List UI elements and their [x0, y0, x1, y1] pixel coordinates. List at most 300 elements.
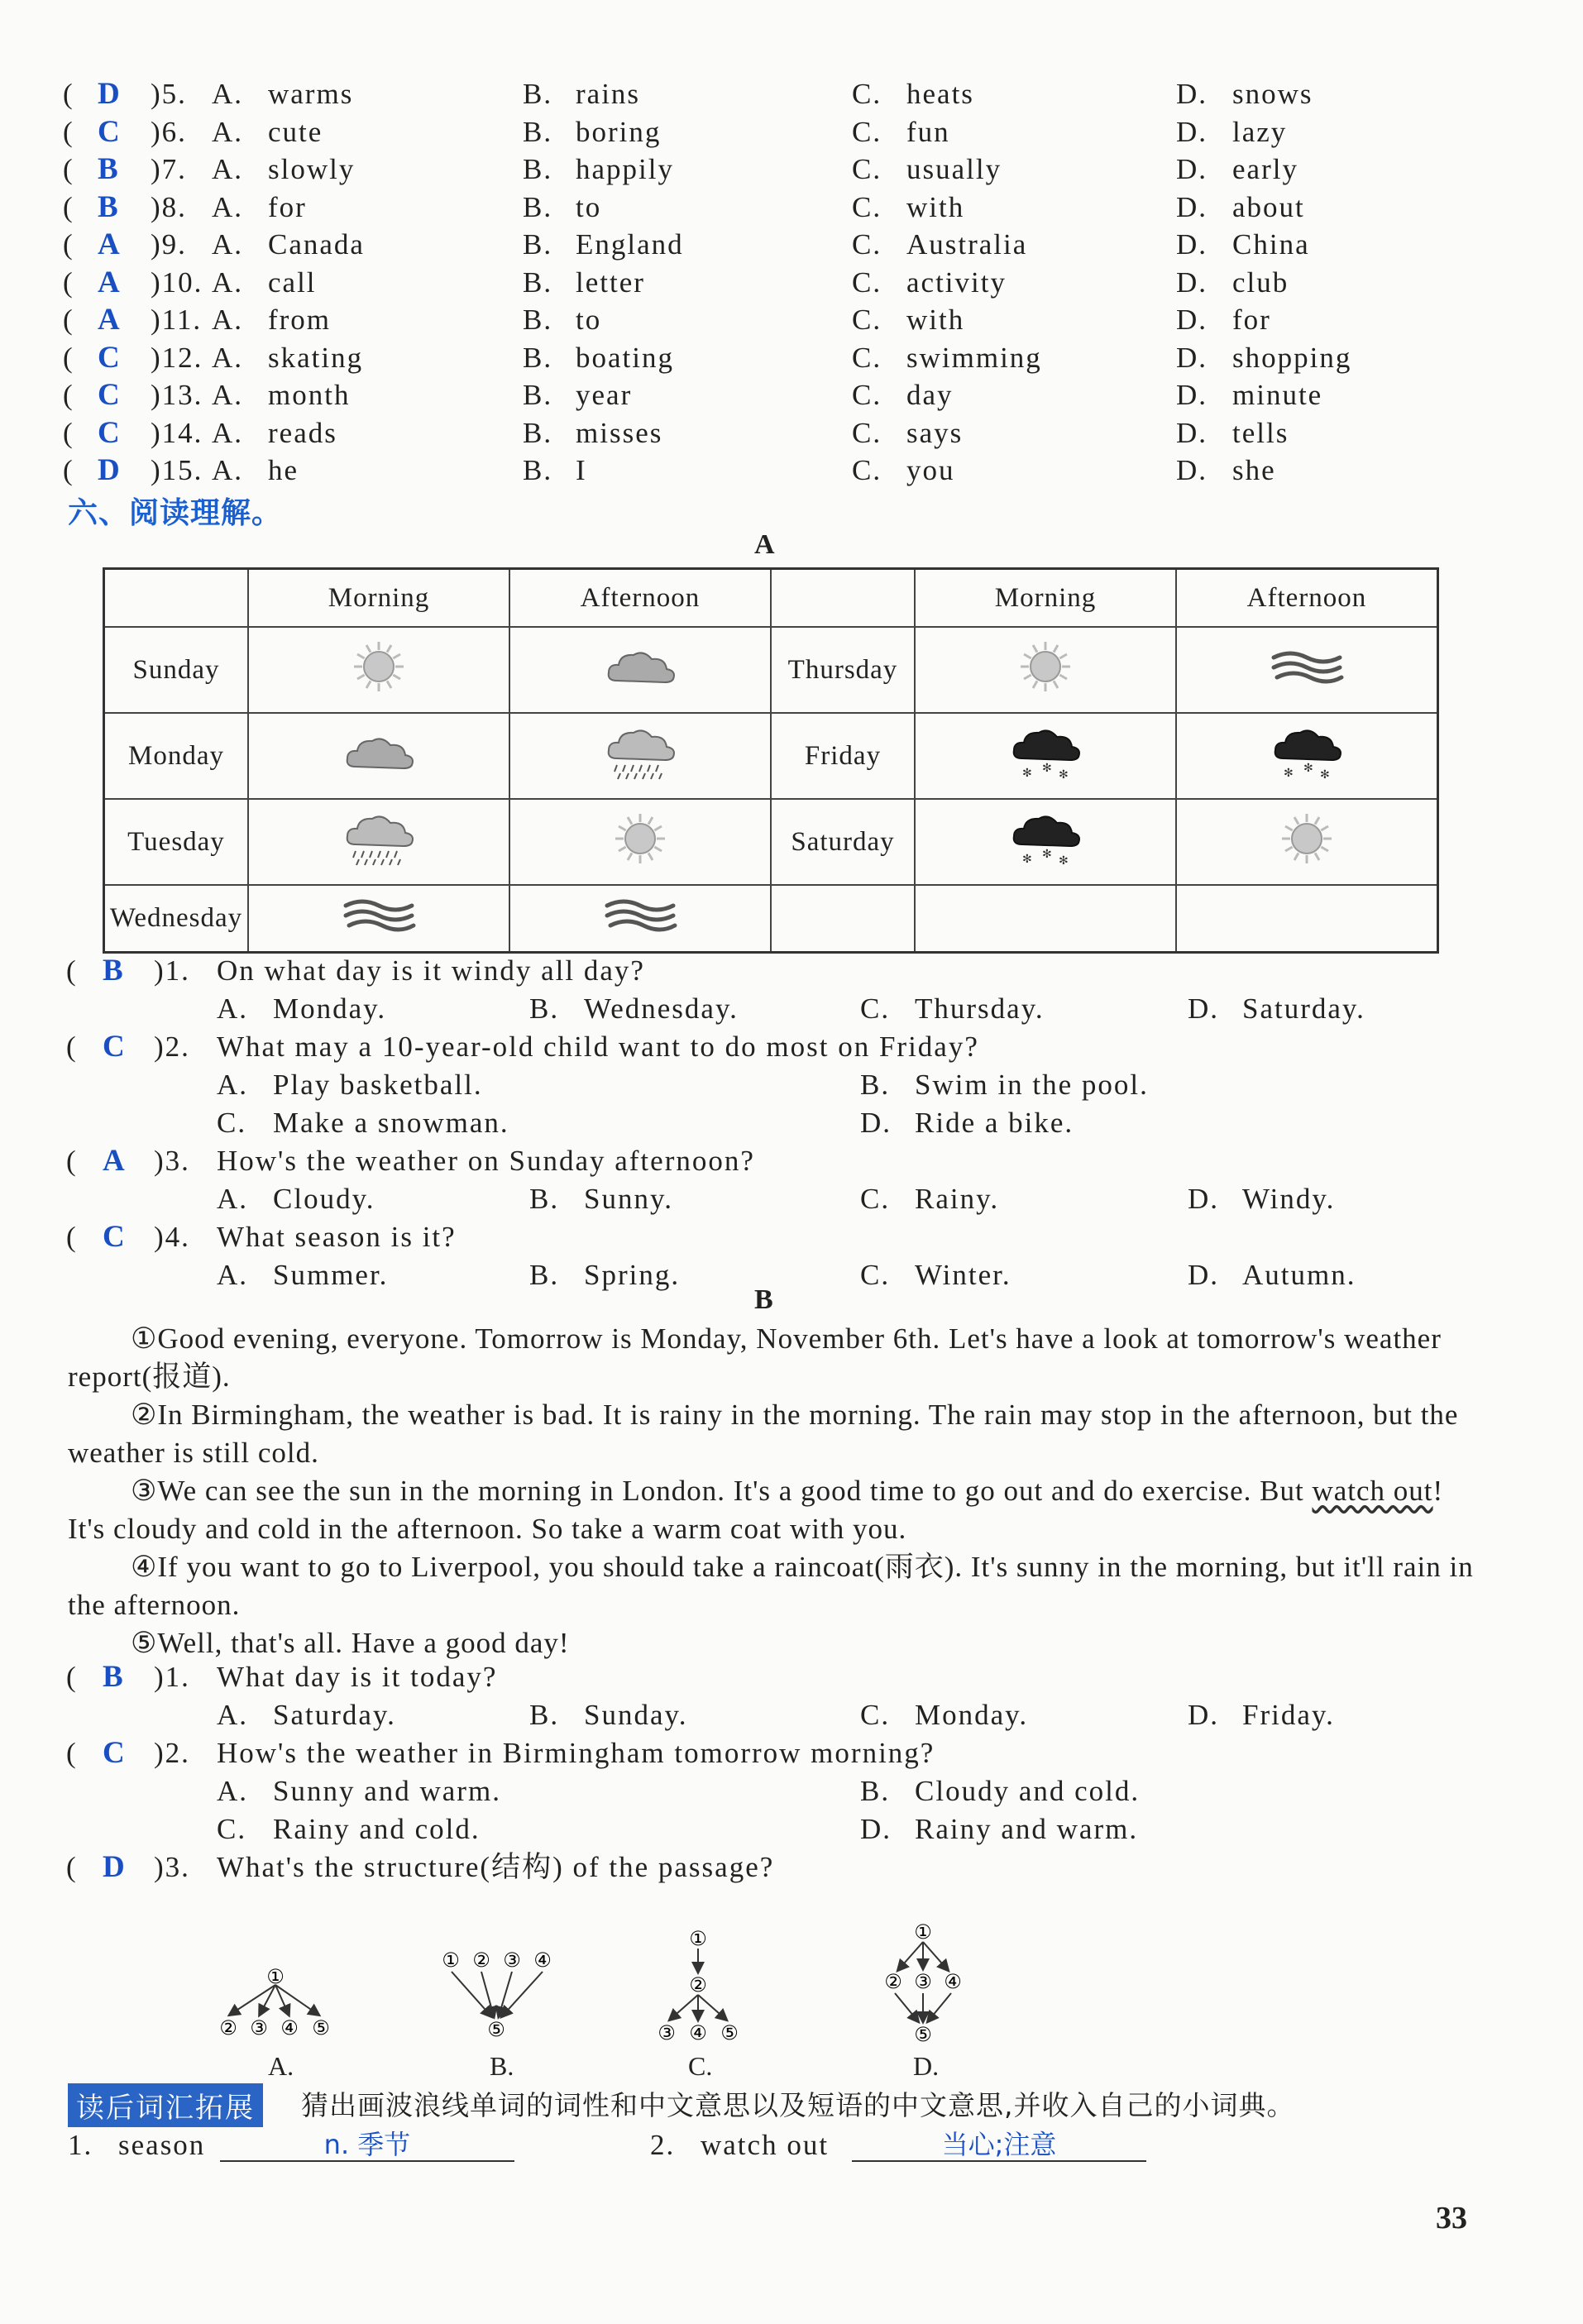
- answer-mark: A: [98, 303, 122, 337]
- option-letter: D.: [1176, 304, 1208, 336]
- option-letter: D.: [860, 1813, 892, 1845]
- header-morning-1: Morning: [248, 569, 509, 628]
- answer-mark: A: [98, 227, 122, 261]
- option-text: Wednesday.: [584, 992, 739, 1025]
- question-number: )2.: [154, 1737, 190, 1769]
- circle-4: ④: [533, 1949, 552, 1972]
- open-paren: (: [66, 1851, 78, 1883]
- structure-diagrams: [198, 1919, 1026, 2076]
- vocab-answer-2: 当心;注意: [941, 2129, 1057, 2160]
- option-letter: D.: [1176, 416, 1208, 449]
- option-letter: B.: [529, 1699, 560, 1731]
- day-cell: Saturday: [771, 799, 915, 885]
- option-text: letter: [576, 265, 645, 299]
- option-letter: B.: [860, 1069, 891, 1101]
- question-number: )15.: [151, 454, 203, 486]
- option-letter: B.: [523, 304, 553, 336]
- header-afternoon-1: Afternoon: [509, 569, 771, 628]
- question-number: )14.: [151, 416, 203, 449]
- option-text: you: [906, 454, 955, 486]
- circle-1: ①: [266, 1965, 285, 1988]
- option-text: Ride a bike.: [915, 1107, 1074, 1139]
- option-letter: C.: [852, 228, 882, 261]
- option-text: he: [268, 454, 299, 486]
- option-letter: B.: [523, 153, 553, 185]
- option-letter: C.: [852, 379, 882, 411]
- day-cell: Tuesday: [104, 799, 249, 885]
- cloze-row: [0, 227, 1583, 263]
- option-letter: C.: [852, 115, 882, 148]
- circle-3: ③: [914, 1970, 932, 1993]
- day-cell: Sunday: [104, 627, 249, 713]
- option-text: China: [1232, 228, 1310, 261]
- open-paren: (: [63, 304, 74, 336]
- option-text: usually: [906, 153, 1002, 185]
- option-text: about: [1232, 190, 1305, 223]
- circle-1: ①: [689, 1927, 707, 1950]
- option-text: warms: [268, 78, 354, 110]
- answer-mark: C: [98, 378, 122, 412]
- option-letter: C.: [852, 454, 882, 486]
- question-number: )3.: [154, 1851, 190, 1883]
- day-cell: [771, 885, 915, 953]
- option-text: reads: [268, 416, 337, 449]
- option-letter: C.: [852, 416, 882, 449]
- p3-start: ③We can see the sun in the morning in London. It's a good time to go out and do exercise. But: [131, 1475, 1313, 1507]
- rain-icon: [599, 724, 682, 782]
- option-letter: D.: [1176, 228, 1208, 261]
- diagram-d: [884, 1920, 962, 2046]
- diagram-b: [442, 1949, 552, 2041]
- vocab-blank-1[interactable]: [220, 2124, 514, 2162]
- vocab-num: 1.: [68, 2129, 93, 2161]
- circle-1: ①: [442, 1949, 460, 1972]
- option-letter: D.: [1188, 1699, 1220, 1731]
- option-text: says: [906, 416, 964, 449]
- option-text: lazy: [1232, 115, 1288, 148]
- svg-text:✻: ✻: [1303, 761, 1314, 775]
- option-letter: D.: [1188, 1259, 1220, 1291]
- option-letter: A.: [212, 190, 244, 223]
- svg-text:✻: ✻: [1059, 767, 1069, 782]
- option-letter: A.: [212, 153, 244, 185]
- svg-text:✻: ✻: [1059, 854, 1069, 868]
- question-number: )5.: [151, 78, 187, 110]
- open-paren: (: [63, 228, 74, 261]
- option-text: from: [268, 304, 332, 336]
- option-letter: A.: [212, 304, 244, 336]
- answer-mark: C: [103, 1030, 127, 1064]
- option-letter: D.: [1176, 153, 1208, 185]
- svg-text:✻: ✻: [1022, 766, 1033, 780]
- passage-paragraph-1: ①Good evening, everyone. Tomorrow is Monday, November 6th. Let's have a look at tomorrow's weather report(报道).: [68, 1322, 1442, 1393]
- option-text: Saturday.: [1242, 992, 1365, 1025]
- vocab-blank-2[interactable]: [852, 2124, 1146, 2162]
- option-text: she: [1232, 454, 1276, 486]
- option-letter: B.: [529, 1259, 560, 1291]
- open-paren: (: [66, 1145, 78, 1177]
- option-text: day: [906, 379, 954, 411]
- option-letter: C.: [852, 304, 882, 336]
- passage-paragraph-4: ④If you want to go to Liverpool, you should take a raincoat(雨衣). It's sunny in the morning, but it'll rain in the afternoon.: [68, 1551, 1474, 1621]
- question-number: )2.: [154, 1030, 190, 1063]
- vocab-num: 2.: [650, 2129, 676, 2161]
- diagram-label-d: D.: [913, 2051, 940, 2081]
- answer-mark: B: [103, 954, 125, 987]
- circle-5: ⑤: [487, 2018, 505, 2041]
- answer-mark: B: [98, 189, 120, 224]
- weather-cell: [509, 627, 771, 713]
- open-paren: (: [66, 1221, 78, 1253]
- cloze-row: [0, 340, 1583, 376]
- rain-icon: [337, 810, 420, 868]
- answer-mark: A: [103, 1144, 127, 1178]
- option-text: to: [576, 304, 602, 336]
- cloze-row: [0, 114, 1583, 151]
- cloze-row: [0, 377, 1583, 414]
- option-letter: A.: [212, 454, 244, 486]
- header-morning-2: Morning: [915, 569, 1176, 628]
- option-text: club: [1232, 265, 1289, 299]
- weather-cell: [1176, 713, 1438, 799]
- question-number: )1.: [154, 954, 190, 987]
- cloud-icon: [599, 638, 682, 696]
- answer-mark: B: [98, 152, 120, 186]
- svg-text:✻: ✻: [1320, 767, 1331, 782]
- circle-3: ③: [503, 1949, 521, 1972]
- option-letter: A.: [212, 78, 244, 110]
- answer-mark: D: [98, 453, 122, 487]
- option-text: early: [1232, 153, 1298, 185]
- option-letter: C.: [217, 1813, 247, 1845]
- option-letter: C.: [852, 341, 882, 374]
- diagram-c: [658, 1927, 739, 2044]
- option-text: heats: [906, 78, 974, 110]
- question-number: )11.: [151, 304, 203, 336]
- option-text: Summer.: [273, 1259, 389, 1291]
- passage-paragraph-2: ②In Birmingham, the weather is bad. It is rainy in the morning. The rain may stop in the afternoon, but the weather is still cold.: [68, 1399, 1459, 1469]
- circle-5: ⑤: [312, 2016, 330, 2039]
- option-text: skating: [268, 341, 364, 374]
- svg-text:✻: ✻: [1042, 847, 1053, 861]
- option-letter: B.: [523, 115, 553, 148]
- vocab-word: season: [118, 2129, 206, 2161]
- option-text: Friday.: [1242, 1699, 1335, 1731]
- option-letter: A.: [212, 265, 244, 299]
- cloud-icon: [337, 724, 420, 782]
- wind-icon: [337, 886, 420, 927]
- option-text: rains: [576, 78, 641, 110]
- sun-icon: [1004, 638, 1087, 696]
- option-letter: C.: [860, 1259, 891, 1291]
- page-number: 33: [1436, 2201, 1467, 2236]
- question-text: What season is it?: [217, 1221, 457, 1253]
- svg-text:✻: ✻: [1284, 766, 1294, 780]
- vocab-tag: 读后词汇拓展: [68, 2083, 263, 2127]
- question-number: )3.: [154, 1145, 190, 1177]
- option-letter: A.: [217, 1259, 249, 1291]
- option-text: Rainy.: [915, 1183, 1000, 1215]
- answer-mark: A: [98, 265, 122, 299]
- cloze-row: [0, 415, 1583, 452]
- option-letter: C.: [860, 1699, 891, 1731]
- option-letter: D.: [1176, 379, 1208, 411]
- answer-mark: C: [103, 1220, 127, 1254]
- option-letter: C.: [852, 265, 882, 299]
- option-letter: D.: [1188, 992, 1220, 1025]
- cloze-row: [0, 189, 1583, 226]
- answer-mark: C: [98, 415, 122, 450]
- weather-cell: [915, 713, 1176, 799]
- vocab-answer-1: n. 季节: [323, 2129, 411, 2160]
- weather-cell: [509, 885, 771, 953]
- question-number: )6.: [151, 115, 187, 148]
- option-letter: D.: [1188, 1183, 1220, 1215]
- cloze-row: [0, 265, 1583, 301]
- circle-4: ④: [944, 1970, 962, 1993]
- option-letter: B.: [523, 341, 553, 374]
- option-letter: C.: [852, 153, 882, 185]
- option-text: call: [268, 265, 317, 299]
- question-number: )8.: [151, 190, 187, 223]
- option-text: Sunny and warm.: [273, 1775, 501, 1807]
- option-text: fun: [906, 115, 950, 148]
- option-text: misses: [576, 416, 663, 449]
- option-text: Rainy and cold.: [273, 1813, 481, 1845]
- answer-mark: D: [103, 1850, 127, 1884]
- weather-cell: [915, 799, 1176, 885]
- diagram-label-c: C.: [688, 2051, 713, 2081]
- diagram-label-b: B.: [490, 2051, 514, 2081]
- answer-mark: C: [98, 340, 122, 375]
- question-text: What's the structure(结构) of the passage?: [217, 1851, 775, 1883]
- question-number: )1.: [154, 1661, 190, 1693]
- question-text: What day is it today?: [217, 1661, 498, 1693]
- open-paren: (: [63, 78, 74, 110]
- option-text: with: [906, 304, 965, 336]
- day-cell: Friday: [771, 713, 915, 799]
- sun-icon: [599, 810, 682, 868]
- option-letter: A.: [217, 1775, 249, 1807]
- option-letter: A.: [212, 379, 244, 411]
- header-afternoon-2: Afternoon: [1176, 569, 1438, 628]
- option-letter: B.: [523, 190, 553, 223]
- option-text: Australia: [906, 228, 1028, 261]
- question-number: )13.: [151, 379, 203, 411]
- circle-2: ②: [472, 1949, 490, 1972]
- open-paren: (: [66, 1661, 78, 1693]
- option-text: Make a snowman.: [273, 1107, 509, 1139]
- option-letter: A.: [217, 1183, 249, 1215]
- option-text: cute: [268, 115, 323, 148]
- question-text: On what day is it windy all day?: [217, 954, 645, 987]
- answer-mark: D: [98, 77, 122, 111]
- option-letter: C.: [860, 992, 891, 1025]
- day-cell: Wednesday: [104, 885, 249, 953]
- open-paren: (: [63, 416, 74, 449]
- option-letter: A.: [212, 341, 244, 374]
- circle-1: ①: [914, 1920, 932, 1944]
- cloze-row: [0, 151, 1583, 188]
- option-text: swimming: [906, 341, 1042, 374]
- weather-cell: [248, 627, 509, 713]
- open-paren: (: [63, 379, 74, 411]
- p3-end: ! It's cloudy and cold in the afternoon. So take a warm coat with you.: [68, 1475, 1444, 1545]
- sun-icon: [1265, 810, 1348, 868]
- table-row: [104, 713, 1438, 799]
- weather-cell: [248, 713, 509, 799]
- open-paren: (: [66, 1030, 78, 1063]
- question-number: )7.: [151, 153, 187, 185]
- option-letter: A.: [212, 416, 244, 449]
- option-text: Autumn.: [1242, 1259, 1356, 1291]
- option-text: with: [906, 190, 965, 223]
- wind-icon: [1265, 638, 1348, 696]
- open-paren: (: [63, 265, 74, 299]
- weather-table: [103, 567, 1439, 954]
- option-text: for: [1232, 304, 1271, 336]
- snow-icon: [1265, 724, 1348, 782]
- open-paren: (: [66, 954, 78, 987]
- option-text: Sunny.: [584, 1183, 673, 1215]
- day-cell: Monday: [104, 713, 249, 799]
- vocab-item-1: [68, 2127, 205, 2164]
- option-text: month: [268, 379, 351, 411]
- part-b-label: B: [754, 1284, 773, 1315]
- question-text: How's the weather on Sunday afternoon?: [217, 1145, 755, 1177]
- answer-mark: C: [103, 1736, 127, 1770]
- option-text: Swim in the pool.: [915, 1069, 1149, 1101]
- weather-cell: [1176, 799, 1438, 885]
- option-letter: D.: [1176, 78, 1208, 110]
- option-letter: B.: [523, 228, 553, 261]
- question-number: )10.: [151, 265, 203, 299]
- table-row: [104, 885, 1438, 953]
- option-letter: A.: [212, 228, 244, 261]
- wind-icon: [599, 886, 682, 927]
- circle-4: ④: [689, 2021, 707, 2044]
- day-cell: Thursday: [771, 627, 915, 713]
- option-text: tells: [1232, 416, 1289, 449]
- option-letter: D.: [1176, 265, 1208, 299]
- option-text: Windy.: [1242, 1183, 1336, 1215]
- weather-cell: [248, 799, 509, 885]
- option-text: I: [576, 454, 587, 486]
- svg-text:✻: ✻: [1022, 852, 1033, 866]
- option-letter: D.: [860, 1107, 892, 1139]
- option-text: minute: [1232, 379, 1323, 411]
- vocab-item-2: [650, 2127, 829, 2164]
- option-text: Sunday.: [584, 1699, 688, 1731]
- diagram-label-a: A.: [268, 2051, 294, 2081]
- circle-2: ②: [219, 2016, 237, 2039]
- option-letter: C.: [852, 78, 882, 110]
- option-letter: A.: [217, 1069, 249, 1101]
- option-text: boating: [576, 341, 674, 374]
- table-row: [104, 799, 1438, 885]
- option-text: boring: [576, 115, 662, 148]
- blank-header-2: [771, 569, 915, 628]
- option-text: Winter.: [915, 1259, 1011, 1291]
- option-text: Cloudy and cold.: [915, 1775, 1141, 1807]
- cloze-row: [0, 302, 1583, 338]
- question-number: )9.: [151, 228, 187, 261]
- option-text: slowly: [268, 153, 356, 185]
- option-letter: B.: [523, 265, 553, 299]
- circle-3: ③: [658, 2021, 676, 2044]
- open-paren: (: [63, 153, 74, 185]
- option-letter: B.: [523, 379, 553, 411]
- option-text: to: [576, 190, 602, 223]
- circle-5: ⑤: [914, 2023, 932, 2046]
- question-number: )12.: [151, 341, 203, 374]
- table-row: [104, 627, 1438, 713]
- question-number: )4.: [154, 1221, 190, 1253]
- option-text: Cloudy.: [273, 1183, 375, 1215]
- option-letter: B.: [860, 1775, 891, 1807]
- option-letter: B.: [529, 1183, 560, 1215]
- wavy-phrase: watch out: [1312, 1475, 1433, 1507]
- diagram-a: [219, 1965, 330, 2039]
- passage-paragraph-3: [68, 1472, 1474, 1548]
- option-letter: B.: [523, 78, 553, 110]
- answer-mark: B: [103, 1660, 125, 1694]
- option-text: Rainy and warm.: [915, 1813, 1139, 1845]
- circle-5: ⑤: [720, 2021, 739, 2044]
- option-letter: A.: [217, 1699, 249, 1731]
- option-letter: C.: [860, 1183, 891, 1215]
- blank-header: [104, 569, 249, 628]
- sun-icon: [337, 638, 420, 696]
- option-text: happily: [576, 153, 674, 185]
- passage-paragraph-5: ⑤Well, that's all. Have a good day!: [131, 1627, 570, 1659]
- weather-cell: [509, 713, 771, 799]
- vocab-description: 猜出画波浪线单词的词性和中文意思以及短语的中文意思,并收入自己的小词典。: [301, 2089, 1295, 2121]
- option-text: year: [576, 379, 633, 411]
- circle-4: ④: [280, 2016, 299, 2039]
- option-letter: A.: [217, 992, 249, 1025]
- option-text: Canada: [268, 228, 365, 261]
- option-text: for: [268, 190, 307, 223]
- snow-icon: [1004, 724, 1087, 782]
- weather-cell: [1176, 627, 1438, 713]
- snow-icon: [1004, 810, 1087, 868]
- question-text: What may a 10-year-old child want to do most on Friday?: [217, 1030, 979, 1063]
- svg-text:✻: ✻: [1042, 761, 1053, 775]
- option-letter: B.: [529, 992, 560, 1025]
- section6-title: 六、阅读理解。: [68, 496, 283, 530]
- option-text: shopping: [1232, 341, 1352, 374]
- option-text: snows: [1232, 78, 1313, 110]
- option-text: Saturday.: [273, 1699, 396, 1731]
- cloze-row: [0, 452, 1583, 489]
- question-text: How's the weather in Birmingham tomorrow morning?: [217, 1737, 935, 1769]
- option-text: Play basketball.: [273, 1069, 483, 1101]
- weather-cell: [509, 799, 771, 885]
- option-letter: D.: [1176, 190, 1208, 223]
- circle-3: ③: [250, 2016, 268, 2039]
- vocab-word: watch out: [701, 2129, 830, 2161]
- open-paren: (: [66, 1737, 78, 1769]
- open-paren: (: [63, 341, 74, 374]
- option-text: Thursday.: [915, 992, 1045, 1025]
- option-text: activity: [906, 265, 1007, 299]
- option-text: Monday.: [273, 992, 387, 1025]
- open-paren: (: [63, 115, 74, 148]
- weather-cell: [915, 885, 1176, 953]
- option-text: England: [576, 228, 684, 261]
- circle-2: ②: [884, 1970, 902, 1993]
